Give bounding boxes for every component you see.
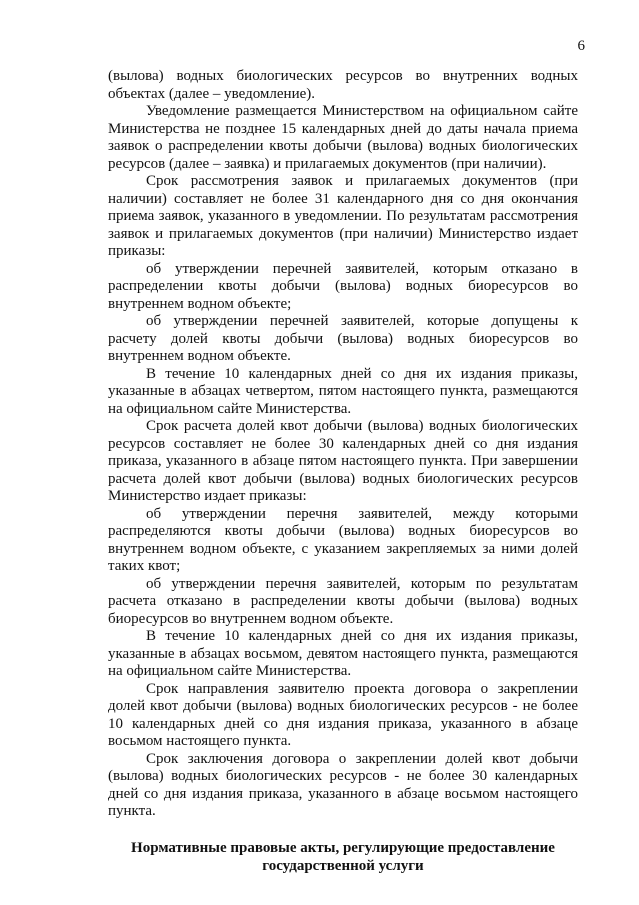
paragraph-orders-publication-1: В течение 10 календарных дней со дня их издания приказы, указанные в абзацах четвертом, пятом настоящего пункта, размещаются на официальном сайте Министерства. [108,365,578,417]
paragraph-notice-publication: Уведомление размещается Министерством на официальном сайте Министерства не позднее 15 календарных дней до даты начала приема заявок о распределении квоты добычи (вылова) водных биологических ресурсов (далее – заявка) и прилагаемых документов (при наличии). [108,103,578,172]
paragraph-contract-signing-period: Срок заключения договора о закреплении долей квот добычи (вылова) водных биологических ресурсов - не более 30 календарных дней со дня издания приказа, указанного в абзаце восьмом настоящего пункта. [108,750,578,819]
paragraph-share-calculation: Срок расчета долей квот добычи (вылова) водных биологических ресурсов составляет не более 30 календарных дней со дня издания приказа, указанного в абзаце пятом настоящего пункта. При завершении расчета долей квот добычи (вылова) водных биологических ресурсов Министерство издает приказы: [108,418,578,504]
paragraph-distribution-list: об утверждении перечня заявителей, между которыми распределяются квоты добычи (вылова) водных биоресурсов во внутреннем водном объекте, с указанием закрепляемых за ними долей таких квот; [108,505,578,574]
paragraph-continuation: (вылова) водных биологических ресурсов во внутренних водных объектах (далее – уведомление). [108,68,578,102]
section-heading: Нормативные правовые акты, регулирующие предоставление государственной услуги [131,839,555,874]
page-number: 6 [577,38,585,54]
paragraph-calculation-refusal-list: об утверждении перечня заявителей, которым по результатам расчета отказано в распределении квоты добычи (вылова) водных биоресурсов во внутреннем водном объекте. [108,575,578,627]
document-body [108,68,578,875]
paragraph-review-period: Срок рассмотрения заявок и прилагаемых документов (при наличии) составляет не более 31 календарного дня со дня окончания приема заявок, указанного в уведомлении. По результатам рассмотрения заявок и прилагаемых документов (при наличии) Министерство издает приказы: [108,173,578,259]
paragraph-admitted-list: об утверждении перечней заявителей, которые допущены к расчету долей квоты добычи (вылова) водных биоресурсов во внутреннем водном объекте. [108,313,578,364]
paragraph-orders-publication-2: В течение 10 календарных дней со дня их издания приказы, указанные в абзацах восьмом, девятом настоящего пункта, размещаются на официальном сайте Министерства. [108,628,578,679]
paragraph-refusal-list: об утверждении перечней заявителей, которым отказано в распределении квоты добычи (вылова) водных биоресурсов во внутреннем водном объекте; [108,260,578,312]
paragraph-contract-draft-period: Срок направления заявителю проекта договора о закреплении долей квот добычи (вылова) водных биологических ресурсов - не более 10 календарных дней со дня издания приказа, указанного в абзаце восьмом настоящего пункта. [108,680,578,749]
